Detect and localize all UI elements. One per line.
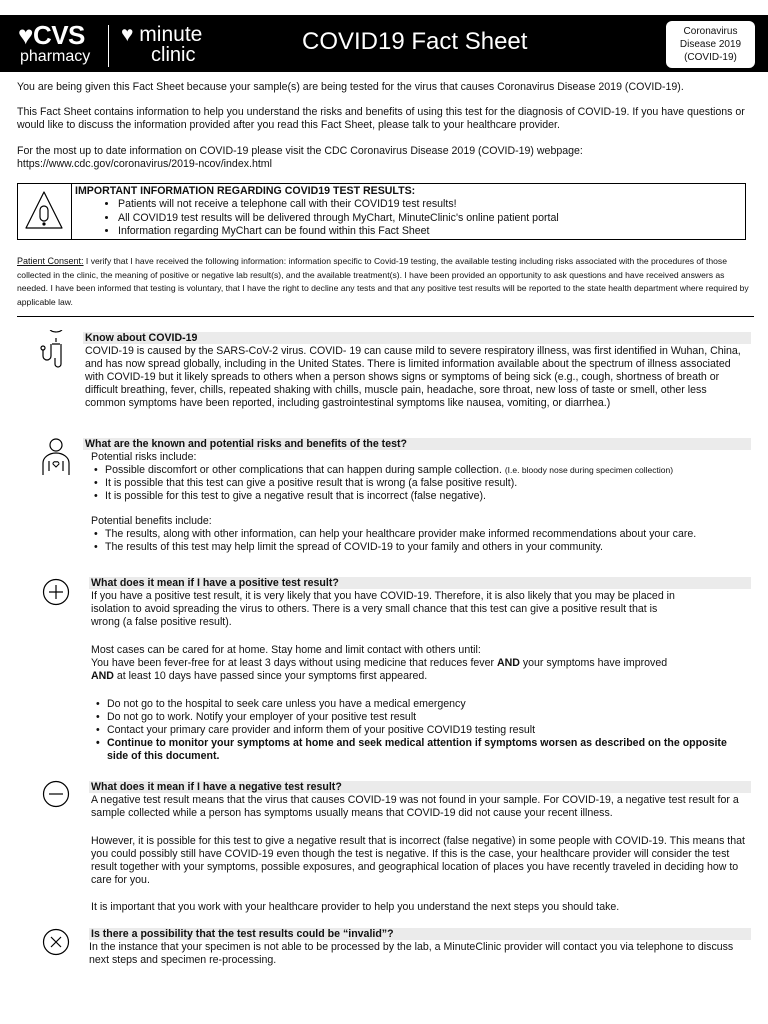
patient-consent [17, 255, 750, 309]
risk-item: • Possible discomfort or other complications that can happen during sample collection. (I.e. bloody nose during specimen collection) [105, 464, 751, 477]
risks-heading: What are the known and potential risks and benefits of the test? [83, 438, 751, 450]
risk-item: • It is possible that this test can give a positive result that is wrong (a false positive result). [105, 477, 751, 490]
positive-item-bold: • Continue to monitor your symptoms at home and seek medical attention if symptoms worsen as described on the opposite side of this document. [107, 737, 748, 763]
alert-title: IMPORTANT INFORMATION REGARDING COVID19 TEST RESULTS: [75, 185, 416, 197]
benefits-label: Potential benefits include: [91, 515, 212, 527]
cdc-text: For the most up to date information on COVID-19 please visit the CDC Coronavirus Disease 2019 (COVID-19) webpage: [17, 145, 583, 157]
positive-list-block [93, 698, 748, 763]
minus-circle-icon [42, 780, 70, 808]
positive-paragraph-1: If you have a positive test result, it is very likely that you have COVID-19. Therefore, it is also likely that you may be placed in isolation to avoid spreading the virus to others. There is a very small chance that this test can give a positive result that is wrong (a false positive result). [91, 590, 675, 628]
cvs-logo-main: ♥CVS [18, 20, 85, 50]
warning-icon-cell [18, 184, 72, 239]
positive-heading: What does it mean if I have a positive test result? [89, 577, 751, 589]
risk-item: • It is possible for this test to give a negative result that is incorrect (false negative). [105, 490, 751, 503]
invalid-heading: Is there a possibility that the test results could be “invalid”? [89, 928, 751, 940]
risks-label: Potential risks include: [91, 451, 197, 463]
benefits-list [91, 528, 751, 554]
risks-block [91, 451, 751, 554]
alert-item: • Patients will not receive a telephone call with their COVID19 test results! [118, 198, 559, 212]
mc-logo-sub: clinic [151, 44, 196, 66]
positive-paragraph-2 [91, 644, 671, 683]
intro-paragraph-1: You are being given this Fact Sheet because your sample(s) are being tested for the virus that causes Coronavirus Disease 2019 (COVID-19). [17, 81, 684, 93]
benefit-item: • The results of this test may help limit the spread of COVID-19 to your family and others in your community. [105, 541, 751, 554]
cvs-pharmacy-logo [18, 22, 104, 66]
intro-paragraph-2: This Fact Sheet contains information to help you understand the risks and benefits of using this test for the diagnosis of COVID-19. If you have questions or would like to discuss the information provided after you read this Fact Sheet, please talk to your healthcare provider. [17, 106, 745, 131]
mc-logo-main: ♥ minute [121, 23, 203, 46]
disease-badge [666, 21, 755, 68]
x-circle-icon [42, 928, 70, 956]
warning-icon [18, 184, 71, 239]
minuteclinic-logo [121, 25, 202, 65]
badge-line2: Disease 2019 [679, 39, 742, 50]
cdc-link[interactable]: https://www.cdc.gov/coronavirus/2019-ncov/index.html [17, 158, 272, 170]
positive-item: • Contact your primary care provider and inform them of your positive COVID19 testing result [107, 724, 748, 737]
risk-note: (I.e. bloody nose during specimen collection) [504, 465, 674, 475]
invalid-paragraph: In the instance that your specimen is not able to be processed by the lab, a MinuteClinic provider will contact you via telephone to discuss next steps and specimen re-processing. [89, 941, 734, 966]
negative-heading: What does it mean if I have a negative test result? [89, 781, 751, 793]
page-title: COVID19 Fact Sheet [302, 28, 528, 55]
consent-text: I verify that I have received the following information: information specific to Covid-19 testing, the available testing including risks associated with the procedures of those collected in the clinic, the meaning of positive or negative lab result(s), and the available treatment(s). I have been provided an opportunity to ask questions and have received answers as needed. I have been informed that testing is voluntary, that I have the right to decline any tests and that any positive test results will be reported to the state health department where required by applicable law. [17, 256, 749, 307]
positive-item: • Do not go to the hospital to seek care unless you have a medical emergency [107, 698, 748, 711]
important-info-box [17, 183, 746, 240]
header-banner [0, 15, 768, 72]
logo-divider [108, 25, 109, 67]
consent-label: Patient Consent: [17, 256, 84, 266]
know-covid-heading: Know about COVID-19 [83, 332, 751, 344]
positive-list [93, 698, 748, 763]
badge-line1: Coronavirus [683, 26, 738, 37]
intro-paragraph-3 [17, 145, 757, 171]
risks-list [91, 464, 751, 503]
positive-home-care: Most cases can be cared for at home. Stay home and limit contact with others until: [91, 644, 481, 656]
know-covid-text: COVID-19 is caused by the SARS-CoV-2 virus. COVID- 19 can cause mild to severe respiratory illness, was first identified in Wuhan, China, and has now spread globally, including in the United States. There is limited information available about the spectrum of illness associated with COVID-19 but it likely spreads to others when a person shows signs or symptoms of being sick (e.g., cough, shortness of breath or difficult breathing, fever, chills, repeated shaking with chills, muscle pain, headache, sore throat, new loss of taste or smell, other less common symptoms have been reported, including gastrointestinal symptoms like nausea, vomiting, or diarrhea.) [85, 345, 741, 409]
stethoscope-icon [40, 330, 72, 370]
plus-circle-icon [42, 578, 70, 606]
negative-paragraph-3: It is important that you work with your healthcare provider to help you understand the next steps you should take. [91, 901, 620, 913]
badge-line3: (COVID-19) [684, 52, 737, 63]
cvs-logo-sub: pharmacy [20, 48, 91, 65]
positive-release-criteria: You have been fever-free for at least 3 days without using medicine that reduces fever AND your symptoms have improved AND at least 10 days have passed since your symptoms first appeared. [91, 657, 668, 682]
section-divider [17, 316, 754, 317]
positive-item: • Do not go to work. Notify your employer of your positive test result [107, 711, 748, 724]
benefit-item: • The results, along with other information, can help your healthcare provider make informed recommendations about your care. [105, 528, 751, 541]
alert-list [103, 198, 559, 239]
negative-paragraph-2: However, it is possible for this test to give a negative result that is incorrect (false negative) in some people with COVID-19. This means that you could possibly still have COVID-19 even though the test is negative. If this is the case, your healthcare provider will consider the test result together with your symptoms, possible exposures, and geographical location of places you have recently traveled in deciding how to care for you. [91, 835, 745, 886]
alert-item: • All COVID19 test results will be delivered through MyChart, MinuteClinic's online patient portal [118, 212, 559, 226]
patient-icon [40, 437, 72, 477]
alert-item: • Information regarding MyChart can be found within this Fact Sheet [118, 225, 559, 239]
negative-paragraph-1: A negative test result means that the virus that causes COVID-19 was not found in your sample. For COVID-19, a negative test result for a sample collected while a person has symptoms usually means that COVID-19 did not cause your recent illness. [91, 794, 739, 819]
